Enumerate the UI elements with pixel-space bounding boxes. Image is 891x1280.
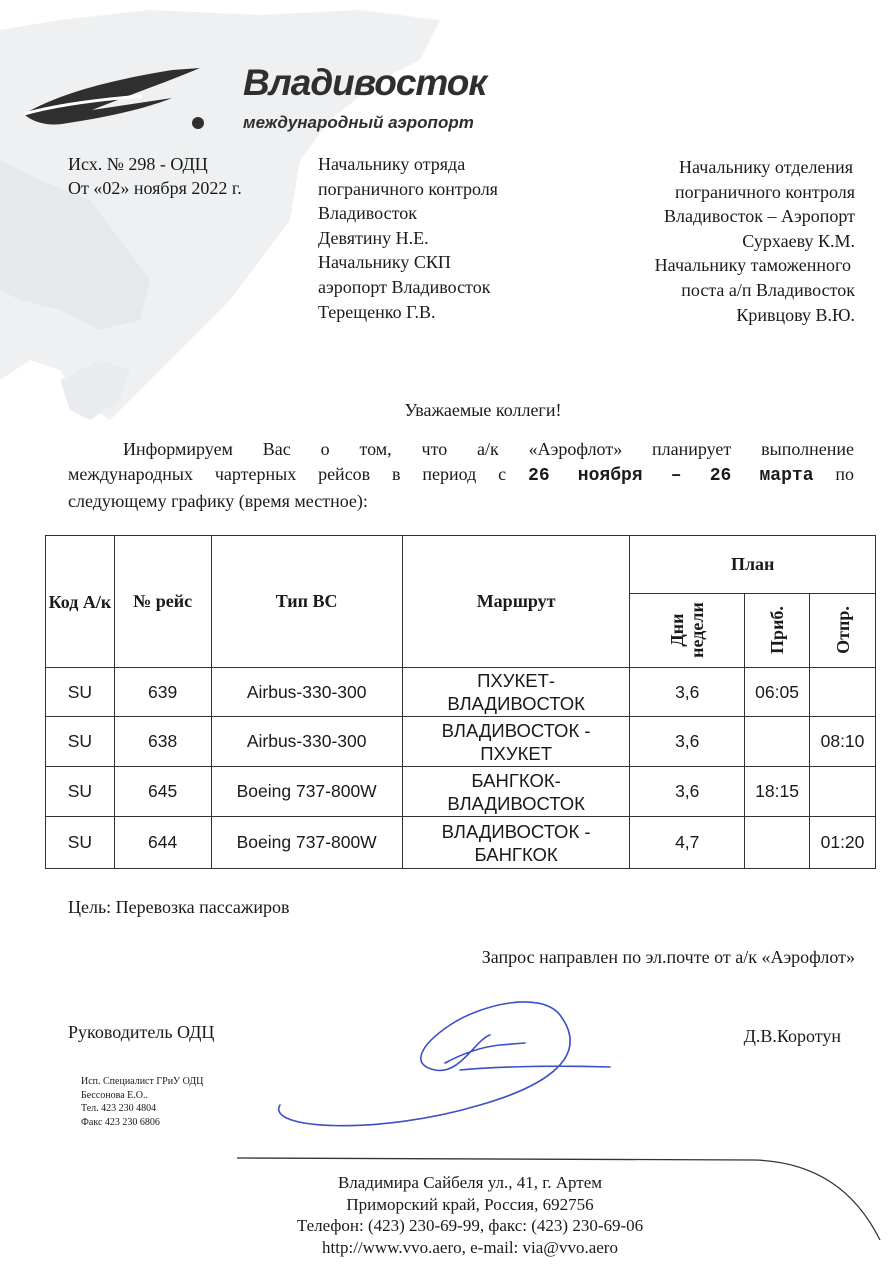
executor-line: Факс 423 230 6806 — [81, 1116, 160, 1128]
cell-route — [402, 717, 630, 767]
footer-line: http://www.vvo.aero, e-mail: via@vvo.aero — [322, 1237, 618, 1257]
header-flight: № рейс — [114, 536, 211, 668]
cell-aircraft: Boeing 737-800W — [211, 767, 402, 817]
cell-arr: 06:05 — [745, 668, 810, 717]
recipient-line: Сурхаеву К.М. — [742, 230, 855, 251]
cell-flight: 645 — [114, 767, 211, 817]
route-line: ВЛАДИВОСТОК - — [441, 719, 591, 741]
greeting: Уважаемые коллеги! — [404, 400, 562, 420]
cell-flight: 638 — [114, 717, 211, 767]
table-row — [46, 717, 876, 767]
request-note: Запрос направлен по эл.почте от а/к «Аэрофлот» — [481, 947, 855, 967]
cell-route — [402, 767, 630, 817]
intro-line-3: следующему графику (время местное): — [68, 491, 368, 511]
cell-arr — [745, 717, 810, 767]
cell-aircraft: Airbus-330-300 — [211, 717, 402, 767]
header-arr-cell — [745, 594, 810, 668]
recipient-line: Девятину Н.Е. — [318, 227, 429, 248]
handwritten-signature-icon — [260, 985, 620, 1135]
recipient-line: Начальнику таможенного — [654, 255, 851, 276]
intro-line-2 — [68, 462, 854, 489]
outgoing-date: От «02» ноября 2022 г. — [68, 178, 242, 198]
route-line: ВЛАДИВОСТОК — [447, 792, 585, 814]
footer-line: Телефон: (423) 230-69-99, факс: (423) 230-69-06 — [296, 1216, 644, 1235]
intro-line-1: Информируем Вас о том, что а/к «Аэрофлот» планирует выполнение — [123, 439, 854, 459]
header-route: Маршрут — [402, 536, 630, 668]
route-line: ПХУКЕТ- — [477, 670, 556, 691]
recipient-line: Владивосток — [318, 203, 417, 224]
recipient-line: Кривцову В.Ю. — [736, 304, 855, 325]
outgoing-number: Исх. № 298 - ОДЦ — [68, 154, 208, 174]
cell-flight: 644 — [114, 817, 211, 869]
intro-period: 26 ноября – 26 марта — [528, 466, 814, 486]
cell-dep: 01:20 — [810, 817, 876, 869]
header-dep: Отпр. — [832, 606, 853, 654]
airport-logo-icon — [22, 62, 237, 134]
table-header-row — [46, 536, 876, 594]
cell-dep: 08:10 — [810, 717, 876, 767]
recipient-line: аэропорт Владивосток — [318, 276, 491, 297]
purpose: Цель: Перевозка пассажиров — [68, 897, 290, 917]
executor-info — [81, 1075, 203, 1129]
cell-dep — [810, 668, 876, 717]
route-line: ВЛАДИВОСТОК — [447, 693, 585, 714]
table-row — [46, 817, 876, 869]
route-line: ВЛАДИВОСТОК - — [441, 820, 591, 842]
footer-line: Приморский край, Россия, 692756 — [346, 1194, 594, 1214]
recipient-line: Владивосток – Аэропорт — [664, 206, 855, 227]
signatory-name: Д.В.Коротун — [743, 1026, 841, 1046]
cell-arr — [745, 817, 810, 869]
cell-days: 3,6 — [630, 717, 745, 767]
header-dep-cell — [810, 594, 876, 668]
cell-route — [402, 668, 630, 717]
table-row — [46, 767, 876, 817]
executor-line: Бессонова Е.О.. — [81, 1089, 149, 1101]
intro-paragraph — [68, 437, 854, 514]
cell-code: SU — [46, 717, 115, 767]
route-line: БАНГКОК- — [471, 769, 561, 791]
cell-dep — [810, 767, 876, 817]
recipient-line: пограничного контроля — [675, 181, 855, 202]
footer-address — [180, 1172, 760, 1258]
executor-line: Исп. Специалист ГРиУ ОДЦ — [81, 1076, 204, 1087]
header-arr: Приб. — [767, 606, 788, 654]
cell-arr: 18:15 — [745, 767, 810, 817]
recipients-left — [318, 152, 498, 324]
cell-days: 3,6 — [630, 668, 745, 717]
cell-route — [402, 817, 630, 869]
cell-flight: 639 — [114, 668, 211, 717]
header-days-cell — [630, 594, 745, 668]
header-days: Дни недели — [667, 602, 708, 658]
cell-code: SU — [46, 767, 115, 817]
recipient-line: Терещенко Г.В. — [318, 301, 436, 322]
cell-code: SU — [46, 817, 115, 869]
cell-code: SU — [46, 668, 115, 717]
cell-aircraft: Boeing 737-800W — [211, 817, 402, 869]
cell-aircraft: Airbus-330-300 — [211, 668, 402, 717]
recipient-line: Начальнику отряда — [318, 154, 466, 174]
footer-line: Владимира Сайбеля ул., 41, г. Артем — [337, 1173, 603, 1192]
recipients-right — [555, 155, 855, 327]
executor-line: Тел. 423 230 4804 — [81, 1103, 157, 1114]
header-aircraft: Тип ВС — [211, 536, 402, 668]
recipient-line: поста а/п Владивосток — [681, 279, 855, 300]
recipient-line: Начальнику СКП — [318, 252, 451, 273]
schedule-table — [45, 535, 876, 869]
route-line: БАНГКОК — [474, 843, 558, 865]
intro-line-2-end: по — [835, 464, 855, 484]
cell-days: 3,6 — [630, 767, 745, 817]
cell-days: 4,7 — [630, 817, 745, 869]
table-row — [46, 668, 876, 717]
header-code: Код А/к — [46, 536, 115, 668]
route-line: ПХУКЕТ — [480, 742, 552, 764]
logo-name: Владивосток — [243, 62, 487, 103]
recipient-line: пограничного контроля — [318, 178, 498, 199]
signatory-title: Руководитель ОДЦ — [68, 1022, 215, 1042]
logo-subtitle: международный аэропорт — [243, 113, 474, 132]
header-plan: План — [630, 536, 876, 594]
intro-line-2-start: международных чартерных рейсов в период с — [68, 464, 507, 484]
recipient-line: Начальнику отделения — [679, 157, 853, 177]
